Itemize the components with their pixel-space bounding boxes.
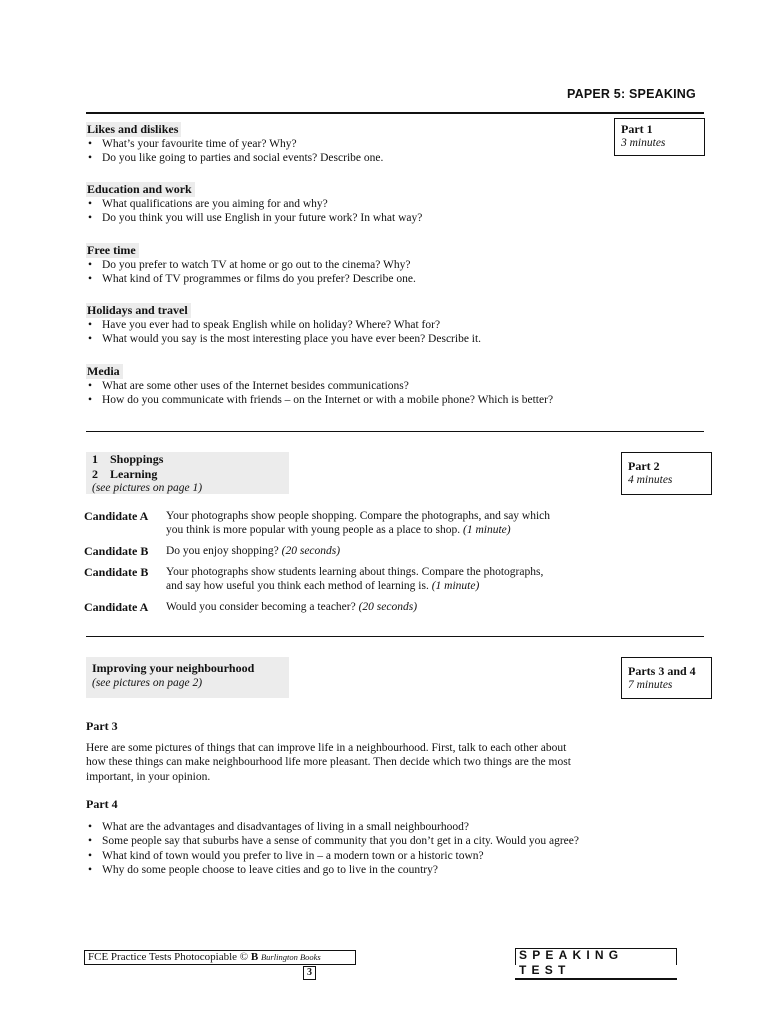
question-list	[86, 137, 383, 166]
part1-topic	[86, 122, 383, 166]
part3-heading: Part 3	[86, 719, 118, 733]
candidate-turn	[84, 509, 624, 537]
part4-question-list	[86, 820, 666, 878]
part2-duration: 4 minutes	[628, 474, 673, 486]
candidate-label: Candidate A	[84, 600, 149, 614]
part1-name: Part 1	[621, 122, 653, 136]
question-item: • What kind of TV programmes or films do you prefer? Describe one.	[86, 272, 416, 286]
turn-text: Do you enjoy shopping? (20 seconds)	[166, 545, 341, 557]
question-item: • What’s your favourite time of year? Why?	[86, 137, 383, 151]
topic-heading: Likes and dislikes	[86, 122, 181, 137]
section-divider	[86, 431, 704, 432]
section-divider	[86, 636, 704, 637]
question-item: • Have you ever had to speak English while on holiday? Where? What for?	[86, 318, 481, 332]
topic-heading: Holidays and travel	[86, 303, 191, 318]
question-list	[86, 318, 481, 347]
task-title: Improving your neighbourhood	[92, 661, 255, 675]
candidate-label: Candidate B	[84, 544, 149, 558]
candidate-turn	[84, 600, 624, 614]
part34-name: Parts 3 and 4	[628, 664, 696, 678]
footer-copyright: FCE Practice Tests Photocopiable © B Burlington Books	[84, 950, 356, 965]
question-item: • Do you like going to parties and social events? Describe one.	[86, 151, 383, 165]
candidate-label: Candidate A	[84, 509, 149, 523]
part1-box	[614, 118, 705, 156]
see-pictures-note: (see pictures on page 2)	[92, 676, 203, 689]
part4-heading: Part 4	[86, 797, 118, 811]
part1-topic	[86, 243, 416, 287]
question-list	[86, 258, 416, 287]
turn-text: Would you consider becoming a teacher? (20 seconds)	[166, 601, 418, 613]
question-item: • What are some other uses of the Internet besides communications?	[86, 379, 553, 393]
task-title: 2 Learning	[92, 466, 158, 481]
part1-topic	[86, 364, 553, 408]
part2-box	[621, 452, 712, 495]
question-item: • How do you communicate with friends – on the Internet or with a mobile phone? Which is better?	[86, 393, 553, 407]
part2-tasks-box	[86, 452, 289, 494]
part34-box	[621, 657, 712, 699]
candidate-turn	[84, 544, 624, 558]
part1-topic	[86, 303, 481, 347]
candidate-turn	[84, 565, 624, 593]
question-list	[86, 379, 553, 408]
part1-topic	[86, 182, 422, 226]
page-title: PAPER 5: SPEAKING	[567, 87, 696, 101]
task-title: 1 Shoppings	[92, 452, 164, 466]
question-item: • What kind of town would you prefer to live in – a modern town or a historic town?	[86, 849, 666, 863]
question-item: • Why do some people choose to leave cities and go to live in the country?	[86, 863, 666, 877]
topic-heading: Media	[86, 364, 123, 379]
question-item: • Do you prefer to watch TV at home or go out to the cinema? Why?	[86, 258, 416, 272]
topic-heading: Education and work	[86, 182, 195, 197]
question-item: • Do you think you will use English in your future work? In what way?	[86, 211, 422, 225]
turn-text: Your photographs show students learning about things. Compare the photographs, and say how useful you think each method of learning is. (1 minute)	[166, 566, 544, 592]
footer-test-label: SPEAKING TEST	[515, 948, 677, 980]
question-item: • Some people say that suburbs have a sense of community that you don’t get in a city. Would you agree?	[86, 834, 666, 848]
question-item: • What are the advantages and disadvantages of living in a small neighbourhood?	[86, 820, 666, 834]
candidate-label: Candidate B	[84, 565, 149, 579]
header-rule	[86, 112, 704, 114]
part3-instructions: Here are some pictures of things that can improve life in a neighbourhood. First, talk to each other about how these things can make neighbourhood life more pleasant. Then decide which two things are the most important, in your opinion.	[86, 742, 571, 783]
question-list	[86, 197, 422, 226]
see-pictures-note: (see pictures on page 1)	[92, 482, 203, 494]
question-item: • What qualifications are you aiming for and why?	[86, 197, 422, 211]
part1-duration: 3 minutes	[621, 137, 666, 149]
turn-text: Your photographs show people shopping. Compare the photographs, and say which you think is more popular with young people as a place to shop. (1 minute)	[166, 510, 551, 536]
part2-name: Part 2	[628, 459, 660, 473]
part34-duration: 7 minutes	[628, 679, 673, 691]
question-item: • What would you say is the most interesting place you have ever been? Describe it.	[86, 332, 481, 346]
part34-title-box	[86, 657, 289, 698]
publisher-logo-icon: B	[250, 951, 259, 963]
page-number: 3	[303, 966, 316, 980]
topic-heading: Free time	[86, 243, 139, 258]
publisher-name: Burlington Books	[260, 952, 321, 962]
